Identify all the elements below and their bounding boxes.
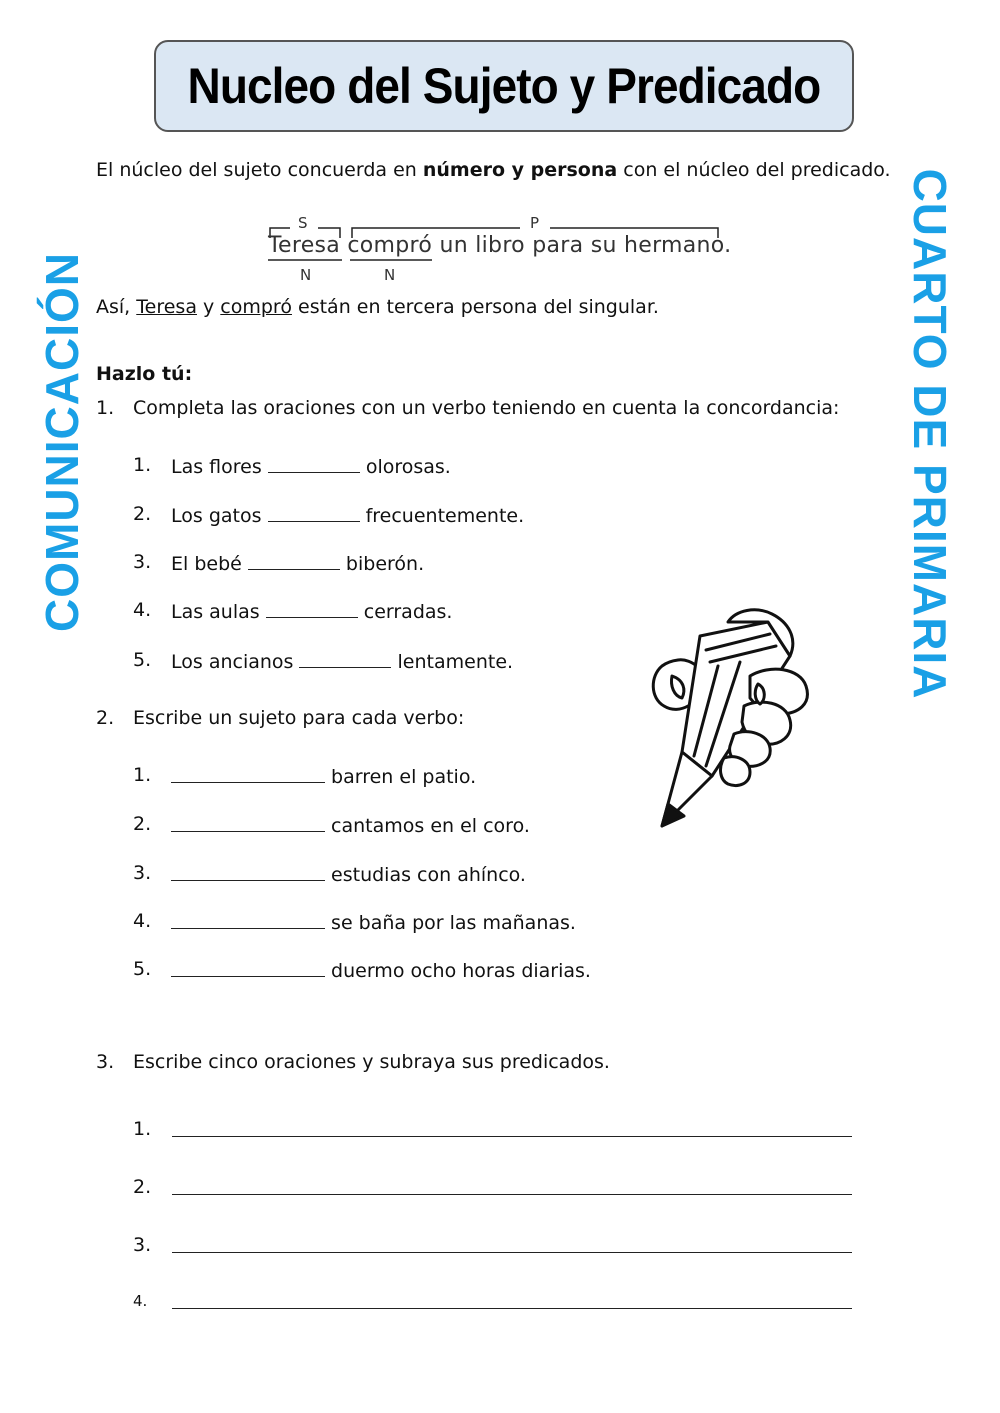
q1-item-rest: olorosas. — [359, 456, 451, 478]
side-label-subject: COMUNICACIÓN — [36, 252, 88, 632]
page-title: Nucleo del Sujeto y Predicado — [187, 58, 821, 114]
explain-text-mid: y — [196, 296, 221, 318]
q1-item-number: 2. — [133, 503, 152, 525]
pencil-hand-icon — [640, 606, 820, 832]
answer-blank[interactable] — [299, 649, 391, 668]
question-1-number: 1. — [96, 397, 115, 419]
q2-item-number: 5. — [133, 958, 152, 980]
side-label-grade: CUARTO DE PRIMARIA — [904, 168, 956, 700]
answer-blank[interactable] — [171, 862, 325, 881]
answer-blank[interactable] — [171, 764, 325, 783]
explain-word-verb: compró — [220, 296, 292, 318]
q3-item-number: 4. — [133, 1292, 148, 1310]
example-sentence — [268, 233, 731, 258]
q1-item-subject: El bebé — [171, 553, 248, 575]
q2-item-number: 1. — [133, 764, 152, 786]
q2-item — [171, 764, 476, 788]
answer-line[interactable] — [172, 1194, 852, 1195]
q1-item-number: 3. — [133, 551, 152, 573]
exercise-heading: Hazlo tú: — [96, 363, 193, 385]
q3-item-number: 3. — [133, 1234, 152, 1256]
answer-line[interactable] — [172, 1308, 852, 1309]
q1-item-subject: Las aulas — [171, 601, 266, 623]
q2-item-rest: barren el patio. — [325, 766, 477, 788]
q1-item-rest: cerradas. — [357, 601, 453, 623]
q2-item-number: 3. — [133, 862, 152, 884]
q1-item — [171, 454, 451, 478]
answer-blank[interactable] — [171, 958, 325, 977]
q2-item-rest: duermo ocho horas diarias. — [325, 960, 591, 982]
answer-blank[interactable] — [248, 551, 340, 570]
explanation-paragraph — [96, 296, 659, 318]
intro-text-end: con el núcleo del predicado. — [617, 159, 891, 181]
question-3-number: 3. — [96, 1051, 115, 1073]
q1-item-subject: Los gatos — [171, 505, 268, 527]
q1-item-rest: biberón. — [339, 553, 425, 575]
answer-line[interactable] — [172, 1252, 852, 1253]
question-1-text: Completa las oraciones con un verbo teniendo en cuenta la concordancia: — [133, 397, 840, 419]
q1-item-subject: Las flores — [171, 456, 268, 478]
nucleus-label-subject: N — [300, 266, 312, 284]
question-2-text: Escribe un sujeto para cada verbo: — [133, 707, 465, 729]
q1-item — [171, 551, 424, 575]
q2-item — [171, 813, 530, 837]
q2-item — [171, 862, 526, 886]
example-verb-word: compró — [347, 233, 433, 258]
answer-line[interactable] — [172, 1136, 852, 1137]
q1-item — [171, 503, 524, 527]
explain-text-end: están en tercera persona del singular. — [291, 296, 659, 318]
q1-item — [171, 599, 452, 623]
q1-item-subject: Los ancianos — [171, 651, 300, 673]
q1-item-number: 5. — [133, 649, 152, 671]
answer-blank[interactable] — [171, 813, 325, 832]
q1-item-rest: lentamente. — [391, 651, 514, 673]
q2-item-number: 4. — [133, 910, 152, 932]
example-sentence-rest: un libro para su hermano. — [432, 233, 732, 258]
subject-label: S — [298, 214, 308, 232]
q2-item-rest: cantamos en el coro. — [325, 815, 530, 837]
answer-blank[interactable] — [268, 454, 360, 473]
q3-item-number: 2. — [133, 1176, 152, 1198]
answer-blank[interactable] — [266, 599, 358, 618]
q1-item-number: 4. — [133, 599, 152, 621]
q2-item — [171, 910, 576, 934]
q2-item-number: 2. — [133, 813, 152, 835]
q1-item-number: 1. — [133, 454, 152, 476]
nucleus-label-predicate: N — [384, 266, 396, 284]
q3-item-number: 1. — [133, 1118, 152, 1140]
answer-blank[interactable] — [171, 910, 325, 929]
explain-text-start: Así, — [96, 296, 137, 318]
question-3-text: Escribe cinco oraciones y subraya sus predicados. — [133, 1051, 610, 1073]
intro-text-start: El núcleo del sujeto concuerda en — [96, 159, 423, 181]
q2-item-rest: se baña por las mañanas. — [325, 912, 576, 934]
q1-item — [171, 649, 513, 673]
answer-blank[interactable] — [268, 503, 360, 522]
example-subject-word: Teresa — [268, 233, 341, 258]
intro-bold-text: número y persona — [422, 159, 618, 181]
q2-item — [171, 958, 591, 982]
explain-word-subject: Teresa — [136, 296, 197, 318]
question-2-number: 2. — [96, 707, 115, 729]
q2-item-rest: estudias con ahínco. — [325, 864, 526, 886]
predicate-label: P — [530, 214, 540, 232]
q1-item-rest: frecuentemente. — [359, 505, 525, 527]
